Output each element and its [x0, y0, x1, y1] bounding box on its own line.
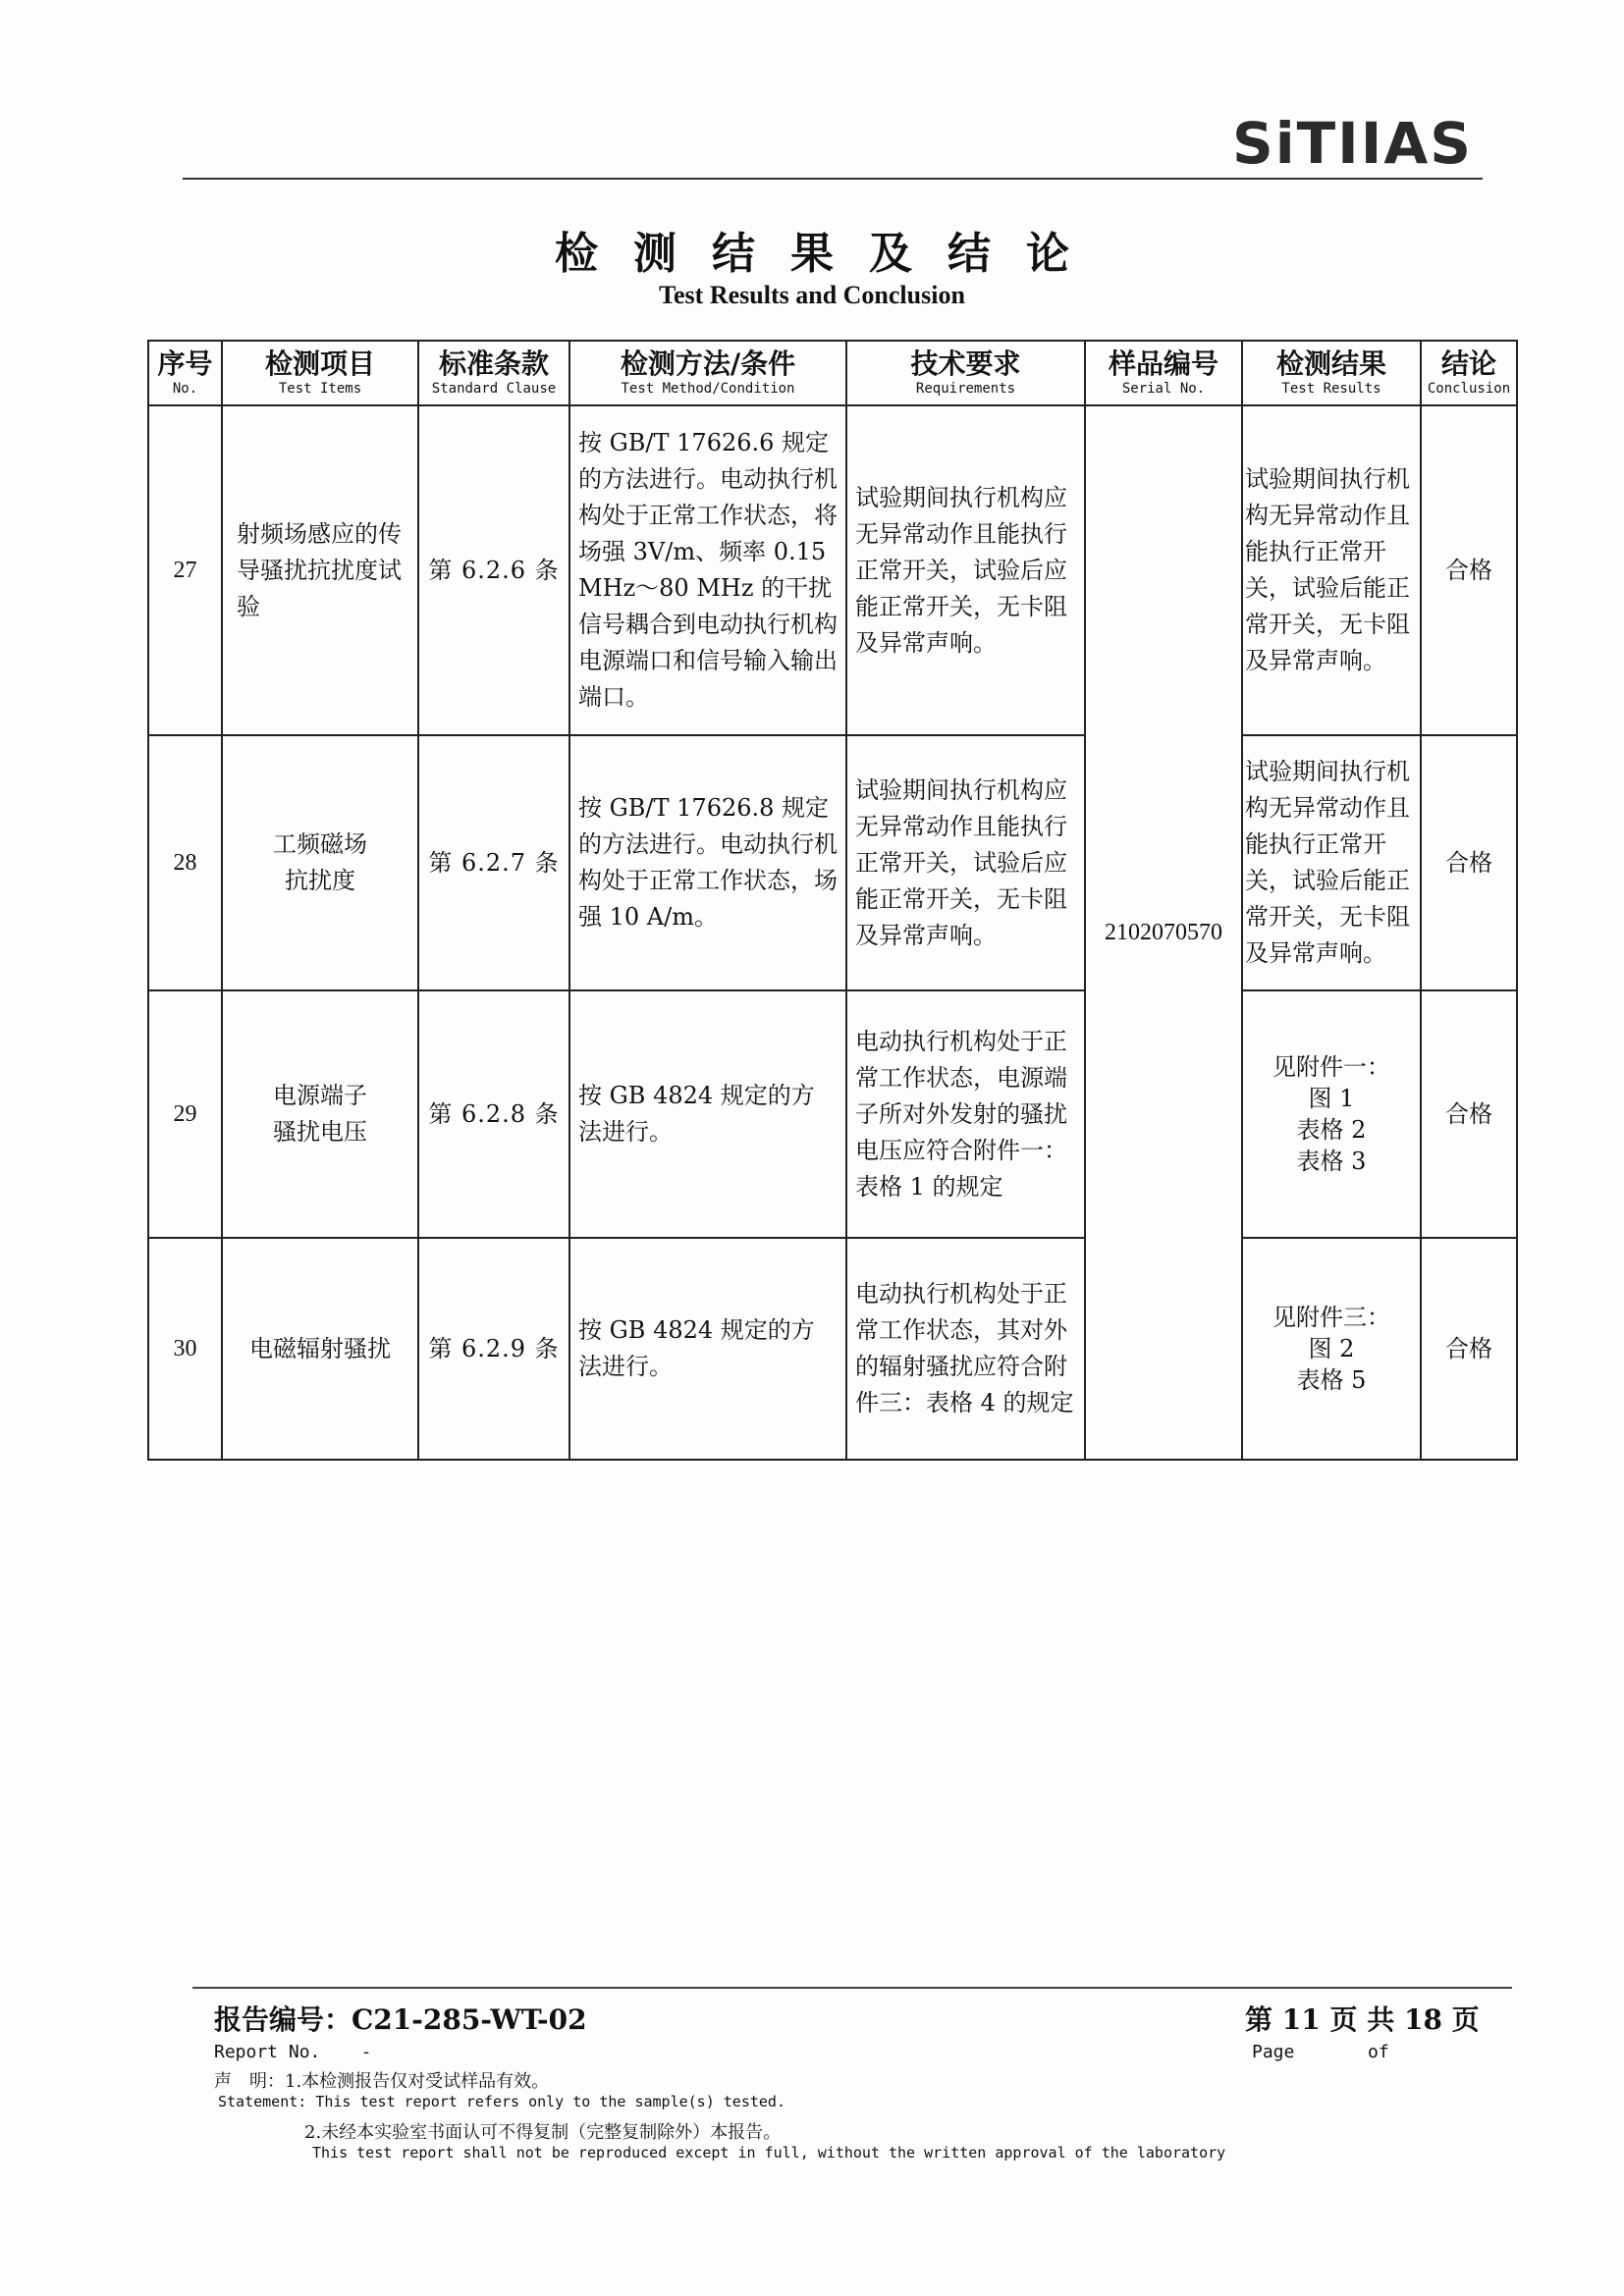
- row-no: 30: [148, 1238, 222, 1460]
- statement-2: 2.未经本实验室书面认可不得复制（完整复制除外）本报告。: [304, 2122, 782, 2143]
- table-row: [148, 405, 1517, 735]
- row-test-item: 射频场感应的传导骚扰抗扰度试验: [222, 405, 418, 735]
- row-conclusion: 合格: [1421, 405, 1517, 735]
- result-line: 见附件三：: [1272, 1304, 1390, 1331]
- report-number-label-en: Report No.: [214, 2042, 321, 2062]
- company-logo: SiTIIAS: [1231, 110, 1473, 177]
- row-clause: 第 6.2.8 条: [418, 990, 569, 1238]
- result-line: 图 2: [1308, 1335, 1355, 1362]
- statement-2-en: This test report shall not be reproduced except in full, without the written approval of the laboratory: [312, 2144, 1226, 2162]
- row-requirement: 试验期间执行机构应无异常动作且能执行正常开关，试验后应能正常开关，无卡阻及异常声响。: [846, 405, 1085, 735]
- statement-1: 声 明：1.本检测报告仅对受试样品有效。: [214, 2071, 550, 2092]
- header-no: 序号 No.: [148, 341, 222, 405]
- row-conclusion: 合格: [1421, 735, 1517, 990]
- row-requirement: 电动执行机构处于正常工作状态，其对外的辐射骚扰应符合附件三：表格 4 的规定: [846, 1238, 1085, 1460]
- header-requirements: 技术要求 Requirements: [846, 341, 1085, 405]
- row-method: 按 GB/T 17626.8 规定的方法进行。电动执行机构处于正常工作状态，场强 10 A/m。: [569, 735, 846, 990]
- page-of-label-en: of: [1368, 2042, 1389, 2062]
- report-number-dash: -: [363, 2042, 370, 2062]
- row-method: 按 GB 4824 规定的方法进行。: [569, 1238, 846, 1460]
- header-rule: [183, 178, 1483, 180]
- result-line: 表格 2: [1296, 1116, 1367, 1144]
- row-test-item: 电磁辐射骚扰: [222, 1238, 418, 1460]
- page-indicator: 第 11 页 共 18 页: [1245, 2003, 1480, 2036]
- row-no: 27: [148, 405, 222, 735]
- page-subtitle: Test Results and Conclusion: [659, 281, 965, 309]
- footer-rule: [192, 1987, 1512, 1989]
- row-requirement: 试验期间执行机构应无异常动作且能执行正常开关，试验后应能正常开关，无卡阻及异常声响。: [846, 735, 1085, 990]
- page-title: 检测结果及结论: [555, 229, 1105, 279]
- result-line: 表格 3: [1296, 1148, 1367, 1175]
- row-result: [1242, 1238, 1421, 1460]
- table-row: [148, 1238, 1517, 1460]
- result-line: 图 1: [1308, 1085, 1355, 1112]
- row-method: 按 GB 4824 规定的方法进行。: [569, 990, 846, 1238]
- statement-1-en: Statement: This test report refers only to the sample(s) tested.: [218, 2093, 785, 2110]
- row-requirement: 电动执行机构处于正常工作状态，电源端子所对外发射的骚扰电压应符合附件一：表格 1 的规定: [846, 990, 1085, 1238]
- results-table: [147, 340, 1518, 1461]
- row-result: 试验期间执行机构无异常动作且能执行正常开关，试验后能正常开关，无卡阻及异常声响。: [1242, 735, 1421, 990]
- row-test-item: 工频磁场抗扰度: [222, 735, 418, 990]
- row-clause: 第 6.2.9 条: [418, 1238, 569, 1460]
- row-clause: 第 6.2.6 条: [418, 405, 569, 735]
- row-method: 按 GB/T 17626.6 规定的方法进行。电动执行机构处于正常工作状态，将场强 3V/m、频率 0.15 MHz～80 MHz 的干扰信号耦合到电动执行机构电源端口和信号输入输出端口。: [569, 405, 846, 735]
- table-row: [148, 735, 1517, 990]
- page-label-en: Page: [1252, 2042, 1295, 2062]
- header-conclusion: 结论 Conclusion: [1421, 341, 1517, 405]
- row-conclusion: 合格: [1421, 1238, 1517, 1460]
- row-test-item: 电源端子骚扰电压: [222, 990, 418, 1238]
- header-test-items: 检测项目 Test Items: [222, 341, 418, 405]
- header-test-results: 检测结果 Test Results: [1242, 341, 1421, 405]
- row-result: [1242, 990, 1421, 1238]
- result-line: 见附件一：: [1272, 1053, 1390, 1081]
- header-serial-no: 样品编号 Serial No.: [1085, 341, 1242, 405]
- row-clause: 第 6.2.7 条: [418, 735, 569, 990]
- row-conclusion: 合格: [1421, 990, 1517, 1238]
- table-header-row: [148, 341, 1517, 405]
- header-standard-clause: 标准条款 Standard Clause: [418, 341, 569, 405]
- row-no: 28: [148, 735, 222, 990]
- header-test-method: 检测方法/条件 Test Method/Condition: [569, 341, 846, 405]
- table-row: [148, 990, 1517, 1238]
- serial-no-cell: 2102070570: [1085, 405, 1242, 1460]
- result-line: 表格 5: [1296, 1366, 1367, 1394]
- report-number: 报告编号：C21-285-WT-02: [214, 2003, 587, 2036]
- row-no: 29: [148, 990, 222, 1238]
- row-result: 试验期间执行机构无异常动作且能执行正常开关，试验后能正常开关，无卡阻及异常声响。: [1242, 405, 1421, 735]
